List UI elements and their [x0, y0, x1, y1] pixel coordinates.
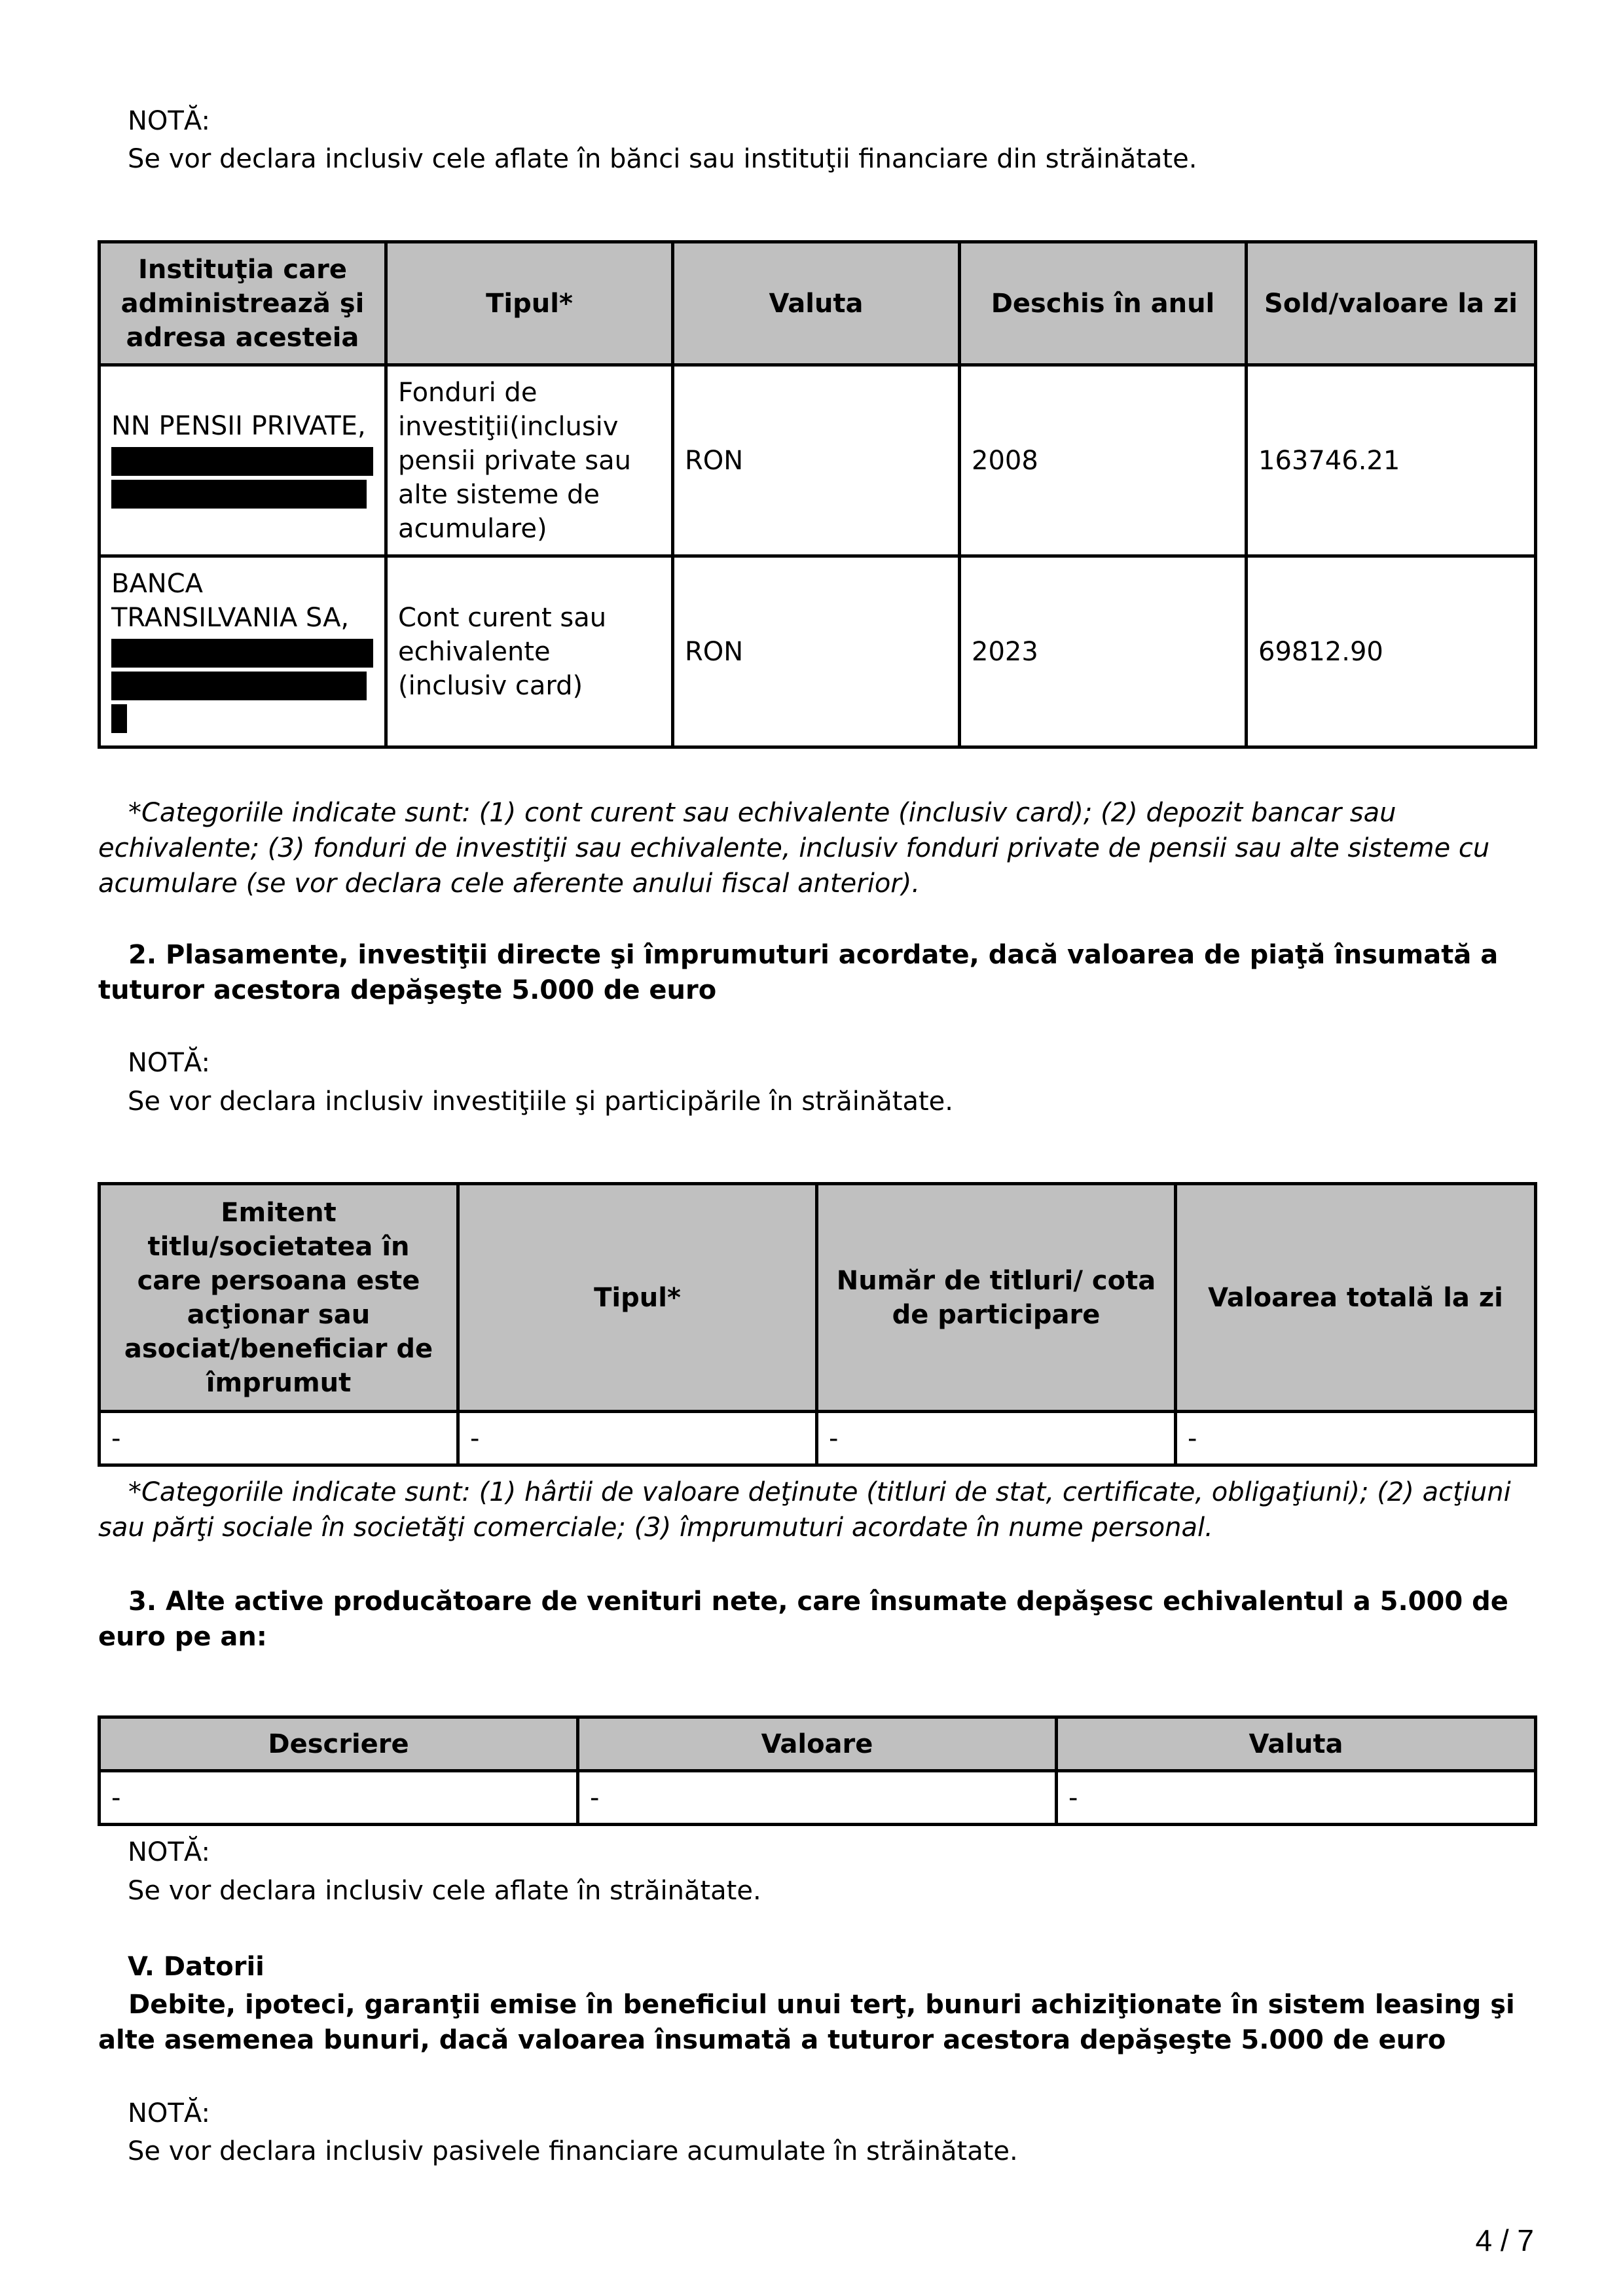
- nota-text: Se vor declara inclusiv investiţiile şi participările în străinătate.: [128, 1086, 953, 1117]
- shares-cell: -: [817, 1412, 1176, 1465]
- header-type: Tipul*: [458, 1184, 817, 1412]
- nota-text: Se vor declara inclusiv pasivele financiare acumulate în străinătate.: [128, 2136, 1018, 2166]
- type-cell: -: [458, 1412, 817, 1465]
- table-header-row: [100, 242, 1536, 365]
- header-value: Valoare: [578, 1717, 1057, 1771]
- page-number: 4 / 7: [1475, 2223, 1534, 2257]
- description-cell: -: [100, 1771, 578, 1825]
- header-balance: Sold/valoare la zi: [1247, 242, 1536, 365]
- section-heading: V. Datorii: [128, 1952, 264, 1982]
- balance-cell: 69812.90: [1247, 556, 1536, 747]
- other-assets-table: [98, 1715, 1537, 1826]
- header-description: Descriere: [100, 1717, 578, 1771]
- institution-name: NN PENSII PRIVATE,: [111, 410, 366, 441]
- header-total-value: Valoarea totală la zi: [1176, 1184, 1536, 1412]
- nota-label: NOTĂ:: [128, 106, 210, 136]
- total-value-cell: -: [1176, 1412, 1536, 1465]
- header-institution: Instituţia care administrează şi adresa acesteia: [100, 242, 386, 365]
- table-header-row: [100, 1184, 1536, 1412]
- header-currency: Valuta: [673, 242, 960, 365]
- issuer-cell: -: [100, 1412, 458, 1465]
- currency-cell: RON: [673, 365, 960, 556]
- year-cell: 2008: [960, 365, 1247, 556]
- nota-text: Se vor declara inclusiv cele aflate în bănci sau instituţii financiare din străinătate.: [128, 144, 1197, 174]
- section-subheading: Debite, ipoteci, garanţii emise în beneficiul unui terţ, bunuri achiziţionate în sistem leasing şi alte asemenea bunuri, dacă valoarea însumată a tuturor acestora depăşeşte 5.000 de euro: [98, 1990, 1515, 2055]
- header-shares: Număr de titluri/ cota de participare: [817, 1184, 1176, 1412]
- currency-cell: RON: [673, 556, 960, 747]
- table-row: [100, 365, 1536, 556]
- investments-table: [98, 1182, 1537, 1467]
- redacted-address-bar: [111, 480, 367, 509]
- institution-cell: [100, 556, 386, 747]
- table-header-row: [100, 1717, 1536, 1771]
- currency-cell: -: [1057, 1771, 1536, 1825]
- type-cell: Fonduri de investiţii(inclusiv pensii private sau alte sisteme de acumulare): [386, 365, 673, 556]
- section-heading: 3. Alte active producătoare de venituri nete, care însumate depăşesc echivalentul a 5.000 de euro pe an:: [98, 1587, 1508, 1652]
- header-year-opened: Deschis în anul: [960, 242, 1247, 365]
- table-row: [100, 1771, 1536, 1825]
- nota-text: Se vor declara inclusiv cele aflate în străinătate.: [128, 1876, 761, 1906]
- section-heading: 2. Plasamente, investiţii directe şi împrumuturi acordate, dacă valoarea de piaţă însumată a tuturor acestora depăşeşte 5.000 de euro: [98, 940, 1499, 1005]
- balance-cell: 163746.21: [1247, 365, 1536, 556]
- header-currency: Valuta: [1057, 1717, 1536, 1771]
- institution-cell: [100, 365, 386, 556]
- redacted-address-bar: [111, 704, 127, 733]
- type-cell: Cont curent sau echivalente (inclusiv card): [386, 556, 673, 747]
- header-issuer: Emitent titlu/societatea în care persoana este acţionar sau asociat/beneficiar de împrumut: [100, 1184, 458, 1412]
- header-type: Tipul*: [386, 242, 673, 365]
- nota-label: NOTĂ:: [128, 2098, 210, 2128]
- nota-label: NOTĂ:: [128, 1048, 210, 1078]
- table-row: [100, 1412, 1536, 1465]
- redacted-address-bar: [111, 672, 367, 700]
- table-row: [100, 556, 1536, 747]
- redacted-address-bar: [111, 447, 373, 476]
- accounts-table: [98, 240, 1537, 749]
- redacted-address-bar: [111, 639, 373, 668]
- institution-name: BANCA TRANSILVANIA SA,: [111, 568, 350, 633]
- footnote: *Categoriile indicate sunt: (1) cont curent sau echivalente (inclusiv card); (2) depozit bancar sau echivalente; (3) fonduri de investiţii sau echivalente, inclusiv fonduri private de pensii sau alte sisteme cu acumulare (se vor declara cele aferente anului fiscal anterior).: [98, 798, 1490, 899]
- value-cell: -: [578, 1771, 1057, 1825]
- nota-label: NOTĂ:: [128, 1837, 210, 1867]
- footnote: *Categoriile indicate sunt: (1) hârtii de valoare deţinute (titluri de stat, certificate, obligaţiuni); (2) acţiuni sau părţi sociale în societăţi comerciale; (3) împrumuturi acordate în nume personal.: [98, 1477, 1511, 1543]
- year-cell: 2023: [960, 556, 1247, 747]
